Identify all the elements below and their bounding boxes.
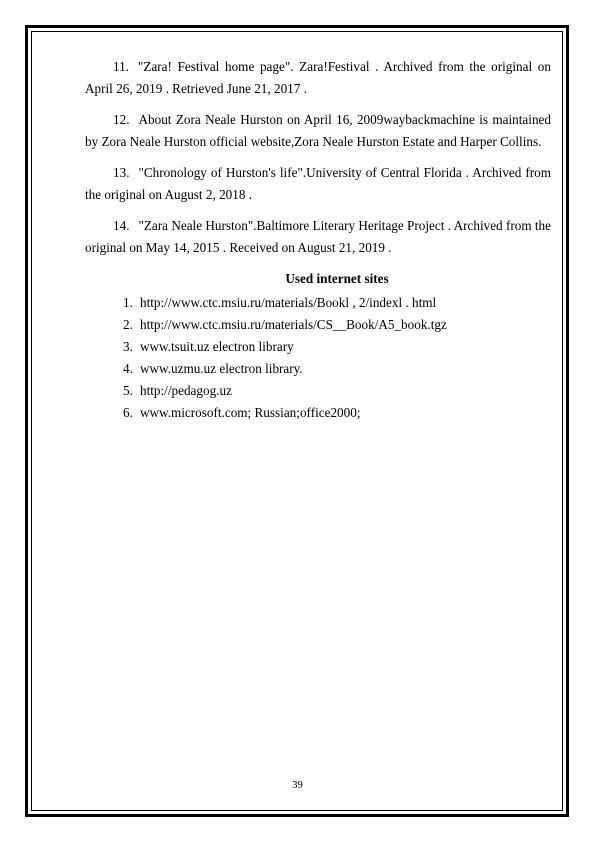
list-item-number: 6. bbox=[123, 405, 133, 420]
list-item bbox=[123, 336, 551, 358]
list-item-number: 3. bbox=[123, 339, 133, 354]
list-item-text: http://www.ctc.msiu.ru/materials/Bookl , 2/indexl . html bbox=[140, 295, 437, 310]
page-content bbox=[85, 56, 551, 424]
reference-text: "Chronology of Hurston's life".University of Central Florida . Archived from the original on August 2, 2018 . bbox=[85, 165, 551, 202]
list-item-number: 2. bbox=[123, 317, 133, 332]
reference-text: About Zora Neale Hurston on April 16, 2009waybackmachine is maintained by Zora Neale Hurston official website,Zora Neale Hurston Estate and Harper Collins. bbox=[85, 112, 551, 149]
list-item-text: http://pedagog.uz bbox=[140, 383, 232, 398]
reference-item bbox=[85, 215, 551, 259]
reference-number: 11. bbox=[113, 59, 129, 74]
sites-list bbox=[85, 292, 551, 424]
list-item-text: www.microsoft.com; Russian;office2000; bbox=[140, 405, 361, 420]
reference-item bbox=[85, 162, 551, 206]
list-item bbox=[123, 380, 551, 402]
reference-number: 13. bbox=[113, 165, 130, 180]
reference-item bbox=[85, 109, 551, 153]
reference-number: 12. bbox=[113, 112, 130, 127]
reference-item bbox=[85, 56, 551, 100]
page-number: 39 bbox=[292, 780, 303, 791]
list-item-text: www.tsuit.uz electron library bbox=[140, 339, 294, 354]
list-item bbox=[123, 402, 551, 424]
reference-text: "Zara! Festival home page". Zara!Festival . Archived from the original on April 26, 2019 . Retrieved June 21, 2017 . bbox=[85, 59, 551, 96]
list-item-number: 4. bbox=[123, 361, 133, 376]
reference-text: "Zara Neale Hurston".Baltimore Literary Heritage Project . Archived from the original on May 14, 2015 . Received on August 21, 2019 . bbox=[85, 218, 551, 255]
reference-number: 14. bbox=[113, 218, 130, 233]
section-title: Used internet sites bbox=[285, 271, 389, 286]
list-item-text: http://www.ctc.msiu.ru/materials/CS__Book/A5_book.tgz bbox=[140, 317, 447, 332]
list-item-number: 5. bbox=[123, 383, 133, 398]
list-item-number: 1. bbox=[123, 295, 133, 310]
list-item-text: www.uzmu.uz electron library. bbox=[140, 361, 303, 376]
list-item bbox=[123, 292, 551, 314]
list-item bbox=[123, 358, 551, 380]
list-item bbox=[123, 314, 551, 336]
